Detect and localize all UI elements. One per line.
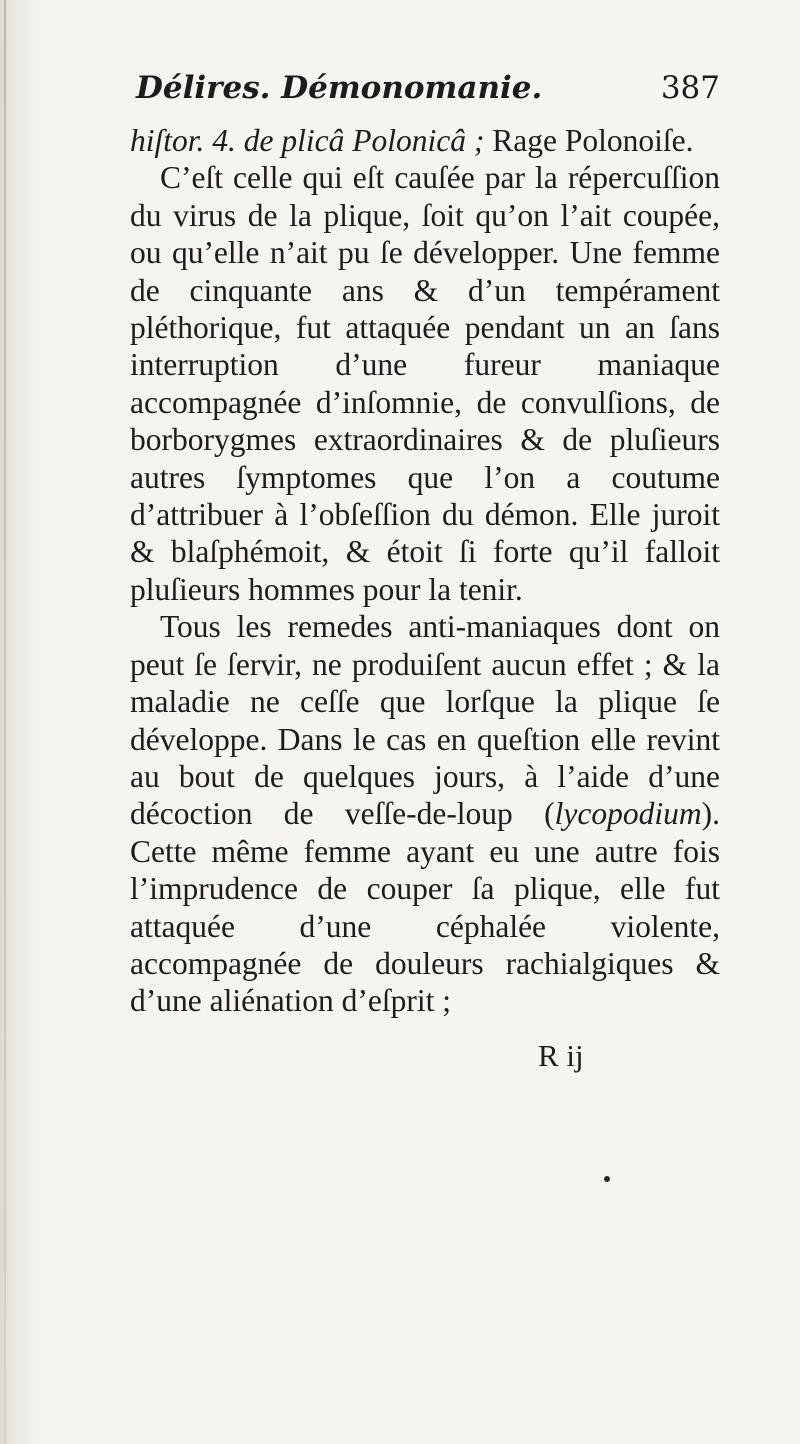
paragraph-2: C’eſt celle qui eſt cauſée par la répercuſſion du virus de la plique, ſoit qu’on l’ait coupée, ou qu’elle n’ait pu ſe développer. Une femme de cinquante ans & d’un tempérament pléthorique, fut attaquée pendant un an ſans interruption d’une fureur maniaque accompagnée d’inſomnie, de convulſions, de borborygmes extraordinaires & de pluſieurs autres ſymptomes que l’on a coutume d’attribuer à l’obſeſſion du démon. Elle juroit & blaſphémoit, & étoit ſi forte qu’il falloit pluſieurs hommes pour la tenir. (130, 160, 720, 607)
signature-mark: R ij (538, 1038, 584, 1073)
page-number: 387 (660, 70, 720, 106)
running-title: Délires. Démonomanie. (136, 70, 543, 106)
paragraph-3 (130, 608, 720, 1019)
body-text (130, 122, 720, 1020)
paragraph-3-end: ). Cette même femme ayant eu une autre fois l’imprudence de couper ſa plique, elle fut attaquée d’une céphalée violente, accompagnée de douleurs rachialgiques & d’une aliénation d’eſprit ; (130, 796, 720, 1019)
page-gutter (4, 0, 6, 1444)
paragraph-1 (130, 122, 720, 159)
running-header (136, 70, 720, 118)
section-title: Rage Polonoiſe. (484, 123, 694, 158)
ink-dot (604, 1176, 610, 1182)
citation-italic: hiſtor. 4. de plicâ Polonicâ ; (130, 123, 485, 158)
paragraph-3-start: Tous les remedes anti-maniaques dont on peut ſe ſervir, ne produiſent aucun effet ; & la maladie ne ceſſe que lorſque la plique ſe développe. Dans le cas en queſtion elle revint au bout de quelques jours, à l’aide d’une décoction de veſſe-de-loup ( (130, 609, 720, 832)
latin-term: lycopodium (554, 796, 702, 832)
